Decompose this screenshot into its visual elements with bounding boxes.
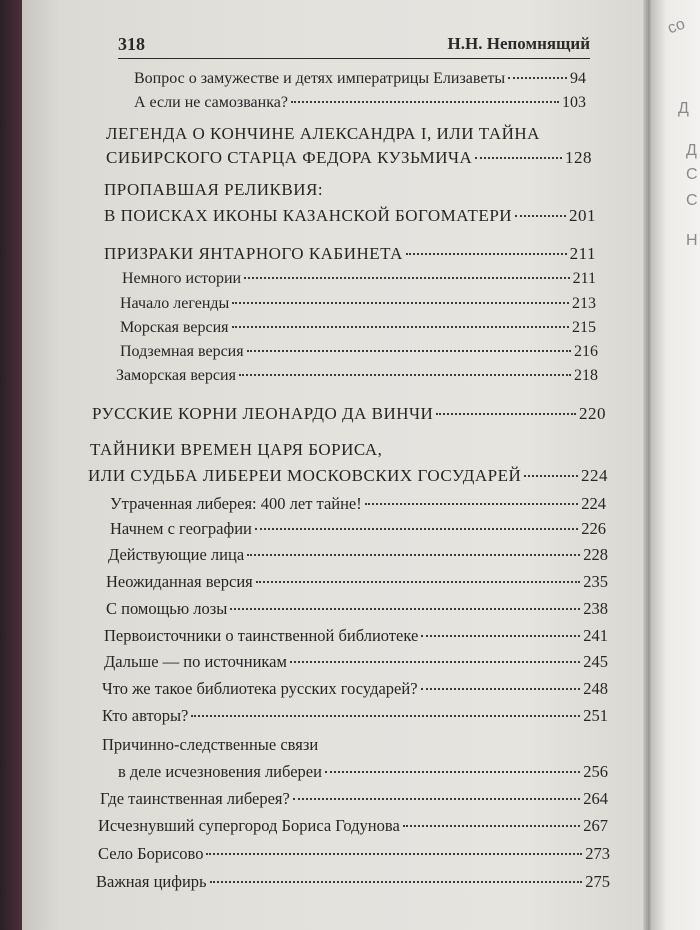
- toc-entry-page: 238: [583, 599, 608, 618]
- toc-entry-title: Исчезнувший супергород Бориса Годунова: [98, 816, 400, 835]
- toc-leader-dots: [256, 581, 581, 583]
- toc-entry-page: 224: [581, 494, 606, 513]
- toc-entry-page: 213: [572, 295, 596, 312]
- toc-section-entry: [104, 206, 596, 226]
- right-page-text: со: [665, 15, 688, 38]
- right-page-text: С: [686, 166, 698, 183]
- toc-leader-dots: [206, 853, 582, 855]
- toc-entry-page: 216: [574, 343, 598, 360]
- toc-leader-dots: [230, 608, 580, 610]
- toc-entry-title: Село Борисово: [98, 844, 204, 863]
- toc-entry-page: 220: [579, 404, 606, 423]
- toc-entry: [98, 844, 610, 864]
- toc-leader-dots: [244, 277, 570, 279]
- toc-entry-page: 211: [569, 244, 596, 263]
- toc-entry-title: Действующие лица: [108, 545, 245, 564]
- toc-entry-title: Утраченная либерея: 400 лет тайне!: [110, 494, 362, 513]
- toc-entry-page: 251: [583, 706, 608, 725]
- toc-leader-dots: [406, 253, 567, 255]
- toc-entry-title: Начало легенды: [120, 295, 230, 312]
- toc-entry: [104, 652, 608, 672]
- toc-entry-page: 201: [569, 206, 596, 225]
- toc-entry-page: 248: [583, 679, 608, 698]
- toc-leader-dots: [255, 528, 578, 530]
- toc-section-title: ТАЙНИКИ ВРЕМЕН ЦАРЯ БОРИСА,: [90, 440, 383, 459]
- toc-entry-title: А если не самозванка?: [134, 94, 288, 111]
- toc-section-title: ПРИЗРАКИ ЯНТАРНОГО КАБИНЕТА: [104, 244, 403, 263]
- toc-entry: [134, 70, 586, 88]
- toc-entry-title: Кто авторы?: [102, 706, 189, 725]
- toc-entry: [120, 295, 596, 313]
- toc-leader-dots: [232, 326, 569, 328]
- toc-entry-page: 94: [570, 70, 586, 87]
- toc-entry-title: С помощью лозы: [106, 599, 228, 618]
- toc-leader-dots: [515, 215, 566, 217]
- toc-entry: [96, 872, 610, 892]
- toc-leader-dots: [508, 77, 567, 79]
- right-page-text: С: [686, 192, 698, 209]
- toc-entry-page: 103: [562, 94, 586, 111]
- toc-entry-title: Первоисточники о таинственной библиотеке: [104, 626, 419, 645]
- toc-entry-title: Начнем с географии: [110, 519, 252, 538]
- toc-entry-page: 228: [583, 545, 608, 564]
- toc-leader-dots: [403, 825, 580, 827]
- toc-leader-dots: [290, 661, 580, 663]
- toc-entry-page: 215: [572, 319, 596, 336]
- toc-entry-title: Дальше — по источникам: [104, 652, 287, 671]
- toc-entry: [110, 519, 606, 539]
- toc-entry-title: Заморская версия: [116, 367, 236, 384]
- toc-leader-dots: [291, 101, 559, 103]
- toc-section-title: РУССКИЕ КОРНИ ЛЕОНАРДО ДА ВИНЧИ: [92, 404, 434, 423]
- toc-entry-page: 273: [585, 844, 610, 863]
- toc-leader-dots: [247, 554, 580, 556]
- toc-entry-title: Неожиданная версия: [106, 572, 253, 591]
- toc-entry-page: 264: [583, 789, 608, 808]
- toc-entry-title: Важная цифирь: [96, 872, 207, 891]
- toc-entry: [110, 494, 606, 514]
- toc-section-title: ИЛИ СУДЬБА ЛИБЕРЕИ МОСКОВСКИХ ГОСУДАРЕЙ: [88, 466, 522, 485]
- toc-leader-dots: [524, 475, 578, 477]
- toc-section-entry: [106, 148, 592, 168]
- toc-leader-dots: [421, 688, 581, 690]
- toc-entry: [100, 789, 608, 809]
- toc-entry: [102, 706, 608, 726]
- toc-entry: [106, 572, 608, 592]
- toc-entry-page: 235: [583, 572, 608, 591]
- toc-entry-page: 128: [565, 148, 592, 167]
- toc-entry: [116, 367, 598, 385]
- toc-leader-dots: [436, 413, 576, 415]
- toc-entry-title: Причинно-следственные связи: [102, 735, 319, 754]
- page-number: 318: [118, 34, 145, 54]
- right-page-text: Д: [678, 100, 689, 117]
- toc-entry-page: 267: [583, 816, 608, 835]
- right-page-text: Д: [686, 142, 697, 159]
- toc-entry-page: 241: [583, 626, 608, 645]
- toc-leader-dots: [210, 881, 583, 883]
- toc-section-entry: [104, 244, 596, 264]
- toc-entry-title: Что же такое библиотека русских государей?: [102, 679, 418, 698]
- toc-entry-page: 218: [574, 367, 598, 384]
- toc-entry-page: 256: [583, 762, 608, 781]
- toc-leader-dots: [475, 157, 562, 159]
- toc-entry-title: Подземная версия: [120, 343, 244, 360]
- toc-entry: [120, 343, 598, 361]
- toc-entry: [122, 270, 596, 288]
- toc-section-entry: [92, 404, 606, 424]
- toc-entry-page: 275: [585, 872, 610, 891]
- toc-section-title: ЛЕГЕНДА О КОНЧИНЕ АЛЕКСАНДРА I, ИЛИ ТАЙНА: [106, 124, 540, 143]
- toc-entry-title: Где таинственная либерея?: [100, 789, 290, 808]
- toc-entry-page: 226: [581, 519, 606, 538]
- toc-leader-dots: [191, 715, 580, 717]
- toc-entry: [120, 319, 596, 337]
- toc-leader-dots: [232, 302, 569, 304]
- toc-entry: [108, 545, 608, 565]
- toc-entry-page: 245: [583, 652, 608, 671]
- toc-entry-title: в деле исчезновения либереи: [118, 762, 322, 781]
- toc-entry-title: Морская версия: [120, 319, 229, 336]
- toc-entry: [98, 816, 608, 836]
- toc-entry-title: Немного истории: [122, 270, 242, 287]
- toc-section-entry: [88, 466, 608, 486]
- right-page-text: Н: [686, 232, 698, 249]
- toc-leader-dots: [325, 771, 580, 773]
- toc-section-title: ПРОПАВШАЯ РЕЛИКВИЯ:: [104, 180, 324, 199]
- toc-entry: [104, 626, 608, 646]
- toc-entry: [118, 762, 608, 782]
- toc-section-title: СИБИРСКОГО СТАРЦА ФЕДОРА КУЗЬМИЧА: [106, 148, 473, 167]
- toc-entry: [134, 94, 586, 112]
- toc-section-title: В ПОИСКАХ ИКОНЫ КАЗАНСКОЙ БОГОМАТЕРИ: [104, 206, 513, 225]
- toc-leader-dots: [421, 635, 580, 637]
- toc-entry: [102, 679, 608, 699]
- toc-entry: [106, 599, 608, 619]
- toc-entry-page: 224: [581, 466, 608, 485]
- toc-entry-title: Вопрос о замужестве и детях императрицы Елизаветы: [134, 70, 506, 87]
- running-title: Н.Н. Непомнящий: [447, 34, 590, 53]
- toc-leader-dots: [239, 374, 571, 376]
- toc-leader-dots: [293, 798, 580, 800]
- toc-entry-page: 211: [572, 270, 596, 287]
- toc-leader-dots: [365, 503, 579, 505]
- toc-leader-dots: [247, 350, 571, 352]
